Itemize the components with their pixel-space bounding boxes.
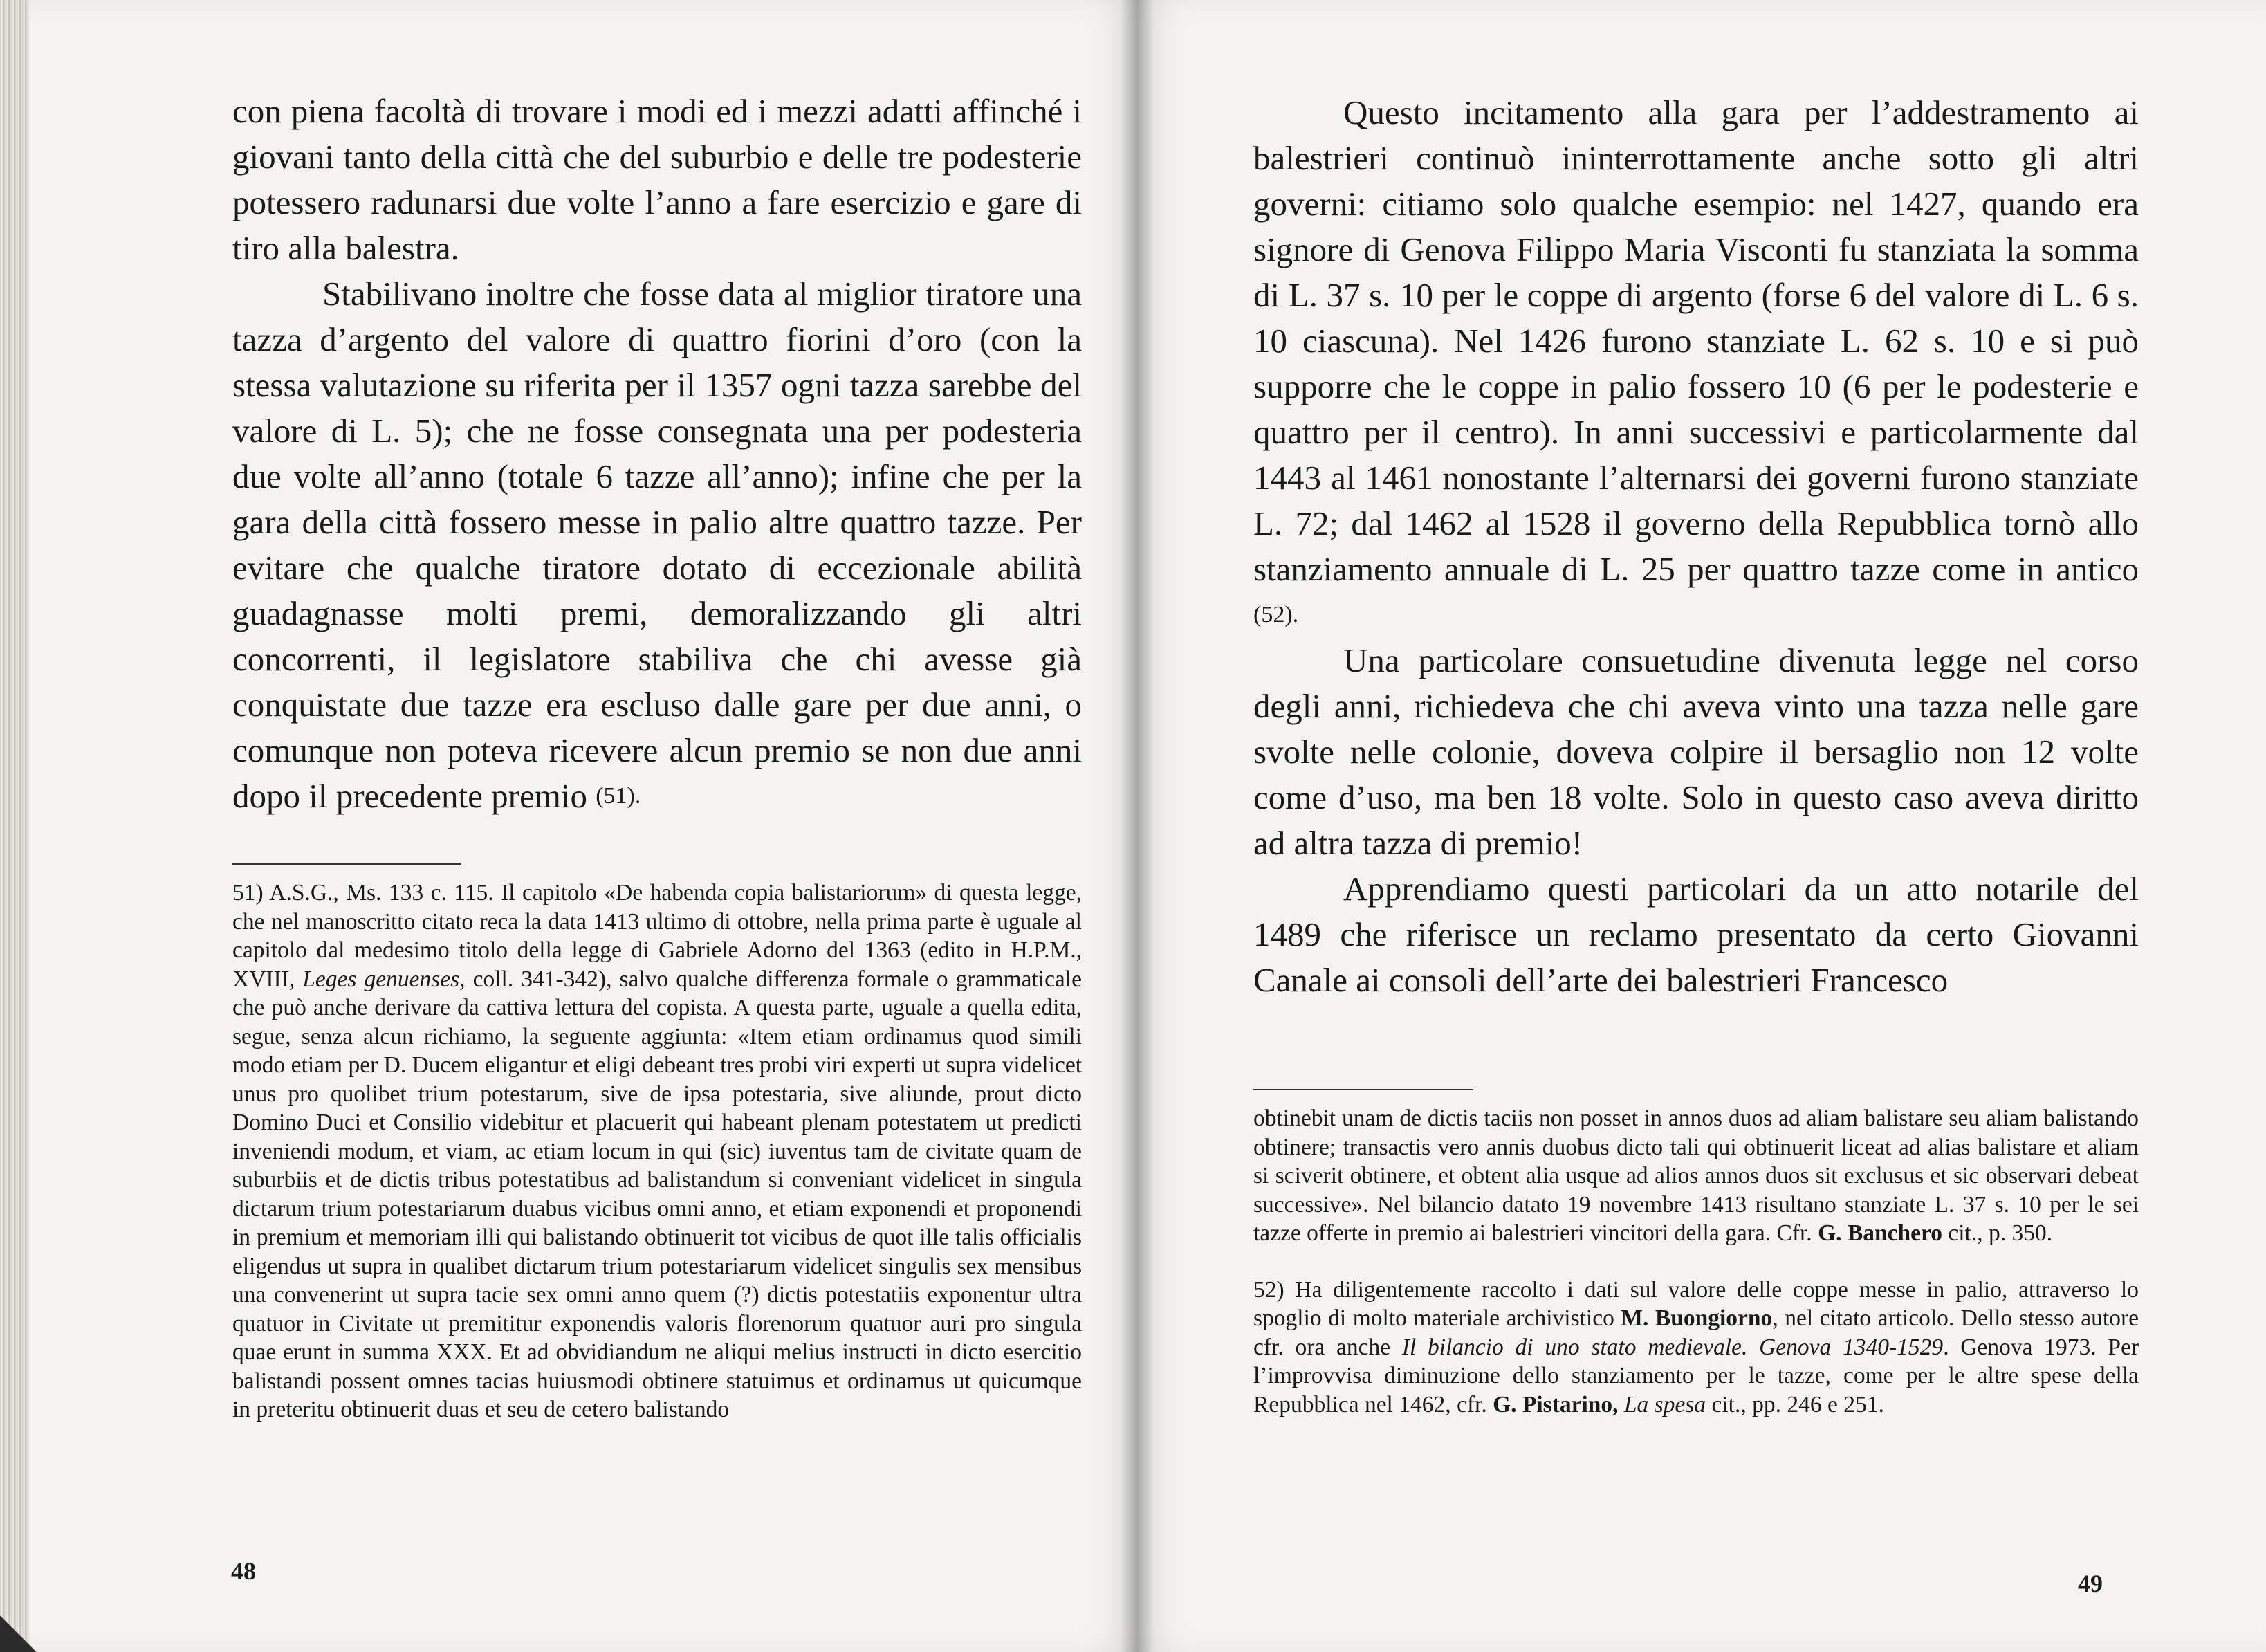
footnote-text: 51) A.S.G., Ms. 133 c. 115. Il capitolo «De habenda copia balistariorum» di questa legge, che nel manoscritto citato reca la data 1413 ultimo di ottobre, nella prima parte è uguale al capitolo dal medesimo titolo della legge di Gabriele Adorno del 1363 (edito in H.P.M., XVIII, <box>232 880 1082 992</box>
page-number: 49 <box>2078 1570 2103 1597</box>
paragraph: Una particolare consuetudine divenuta legge nel corso degli anni, richiedeva che chi aveva vinto una tazza nelle gare svolte nelle colonie, doveva colpire il bersaglio non 12 volte come d’uso, ma ben 18 volte. Solo in questo caso aveva diritto ad altra tazza di premio! <box>1253 641 2139 862</box>
paragraph: Apprendiamo questi particolari da un atto notarile del 1489 che riferisce un reclamo presentato da certo Giovanni Canale ai consoli dell’arte dei balestrieri Francesco <box>1253 870 2139 999</box>
footnote-text <box>1619 1392 1624 1417</box>
footnote-52 <box>1253 1276 2139 1420</box>
paragraph <box>232 271 1082 819</box>
footnote-51 <box>232 879 1082 1424</box>
footnote-51-continued <box>1253 1104 2139 1248</box>
page-number: 48 <box>231 1557 256 1585</box>
footnote-italic: Il bilancio di uno stato medievale. Genova 1340-1529 <box>1401 1334 1944 1360</box>
paragraph-text: Questo incitamento alla gara per l’addestramento ai balestrieri continuò ininterrottamente anche sotto gli altri governi: citiamo solo qualche esempio: nel 1427, quando era signore di Genova Filippo Maria Visconti fu stanziata la somma di L. 37 s. 10 per le coppe di argento (forse 6 del valore di L. 6 s. 10 ciascuna). Nel 1426 furono stanziate L. 62 s. 10 e si può supporre che le coppe in palio fossero 10 (6 per le podesterie e quattro per il centro). In anni successivi e particolarmente dal 1443 al 1461 nonostante l’alternarsi dei governi furono stanziate L. 72; dal 1462 al 1528 il governo della Repubblica tornò allo stanziamento annuale di L. 25 per quattro tazze come in antico <box>1253 93 2139 588</box>
right-body-text <box>1253 90 2139 1003</box>
page-edges <box>0 0 29 1652</box>
footnote-bold: G. Banchero <box>1818 1220 1942 1246</box>
footnote-text: cit., pp. 246 e 251. <box>1706 1391 1884 1417</box>
footnotes <box>232 879 1082 1424</box>
footnote-text: . Genova 1973. Per l’improvvisa diminuzione dello stanziamento per le tazze, come per le altre spese della Repubblica nel 1462, cfr. <box>1253 1334 2139 1417</box>
footnote-ref-52: (52). <box>1253 602 1299 627</box>
footnote-text: cit., p. 350. <box>1942 1220 2053 1246</box>
left-body-text <box>232 89 1082 819</box>
footnote-text: , nel citato articolo. Dello stesso autore cfr. ora anche <box>1253 1305 2139 1360</box>
footnote-rule <box>1253 1089 1473 1090</box>
footnotes <box>1253 1104 2139 1419</box>
book-gutter <box>1121 0 1154 1652</box>
paragraph <box>1253 90 2139 638</box>
footnote-text: obtinebit unam de dictis taciis non posset in annos duos ad aliam balistare seu aliam balistando obtinere; transactis vero annis duobus dicto tali qui obtinuerit liceat ad alias balistare et aliam si sciverit obtinere, et obtent alia usque ad alios annos duos sit exclusus et sic observari debeat successive». Nel bilancio datato 19 novembre 1413 risultano stanziate L. 37 s. 10 per le sei tazze offerte in premio ai balestrieri vincitori della gara. Cfr. <box>1253 1105 2139 1246</box>
footnote-rule <box>232 863 461 865</box>
corner-shadow <box>0 1610 48 1652</box>
right-page <box>1137 0 2266 1652</box>
footnote-ref-51: (51). <box>596 783 641 809</box>
footnote-text: , coll. 341-342), salvo qualche differenza formale o grammaticale che può anche derivare da cattiva lettura del copista. A questa parte, uguale a quella edita, segue, senza alcun richiamo, la seguente aggiunta: «Item etiam ordinamus quod simili modo etiam per D. Ducem eligantur et eligi debeant tres probi viri experti ut supra videlicet unus pro quolibet trium potestarum, sive de ipsa potestaria, sive aliunde, prout dicto Domino Duci et Consilio videbitur et placuerit qui habeant plenam potestatem ut predicti inveniendi modum, et viam, ac etiam locum in qui (sic) iuventus tam de civitate quam de suburbiis et de dictis tribus potestatibus ad balistandum si conveniant videlicet in singula dictarum trium potestariarum duabus vicibus omni anno, et etiam exponendi et proponendi in premium et memoriam illi qui balistando obtinuerit tot vicibus de quot ille talis officialis eligendus ut supra in qualibet dictarum trium potestariarum videlicet singulis sex mensibus una convenerint ut supra tacie sex omni anno quem (?) dictis potestatiis exponentur ultra quatuor in Civitate ut premititur exponendis valoris florenorum quatuor auri pro singula quae erunt in summa XXX. Et ad obvidiandum ne aliqui melius instructi in dicto esercitio balistandi possent omnes tacias huiusmodi obtinere statuimus et ordinamus ut quicumque in preteritu obtinuerit duas et seu de cetero balistando <box>232 966 1082 1422</box>
paragraph-text: Stabilivano inoltre che fosse data al miglior tiratore una tazza d’argento del valore di quattro fiorini d’oro (con la stessa valutazione su riferita per il 1357 ogni tazza sarebbe del valore di L. 5); che ne fosse consegnata una per podesteria due volte all’anno (totale 6 tazze all’anno); infine che per la gara della città fossero messe in palio altre quattro tazze. Per evitare che qualche tiratore dotato di eccezionale abilità guadagnasse molti premi, demoralizzando gli altri concorrenti, il legislatore stabiliva che chi avesse già conquistate due tazze era escluso dalle gare per due anni, o comunque non poteva ricevere alcun premio se non due anni dopo il precedente premio <box>232 275 1082 815</box>
paragraph: con piena facoltà di trovare i modi ed i mezzi adatti affinché i giovani tanto della città che del suburbio e delle tre podesterie potessero radunarsi due volte l’anno a fare esercizio e gare di tiro alla balestra. <box>232 92 1082 267</box>
footnote-italic: La spesa <box>1623 1391 1706 1417</box>
footnote-italic: Leges genuenses <box>302 966 460 992</box>
footnote-text: 52) Ha diligentemente raccolto i dati sul valore delle coppe messe in palio, attraverso lo spoglio di molto materiale archivistico <box>1253 1276 2139 1331</box>
footnote-bold: G. Pistarino, <box>1493 1391 1619 1417</box>
footnote-bold: M. Buongiorno <box>1621 1305 1773 1331</box>
